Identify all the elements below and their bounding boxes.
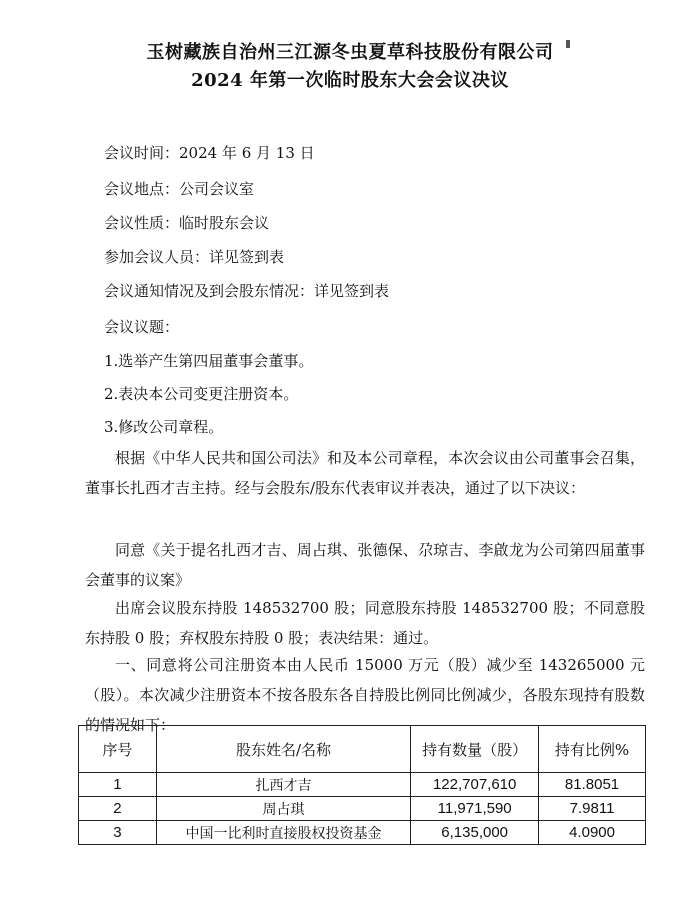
- column-header-ratio: 持有比例%: [539, 726, 646, 773]
- shareholder-name: 中国一比利时直接股权投资基金: [156, 821, 410, 845]
- row-index: 2: [79, 797, 157, 821]
- shareholder-name: 周占琪: [156, 797, 410, 821]
- director-nomination: 同意《关于提名扎西才吉、周占琪、张德保、尕琼吉、李啟龙为公司第四届董事会董事的议案》: [85, 541, 645, 589]
- meeting-attendees: 参加会议人员：详见签到表: [104, 248, 285, 266]
- agenda-item-2: 2.表决本公司变更注册资本。: [104, 385, 299, 403]
- agenda-item-3: 3.修改公司章程。: [104, 418, 224, 436]
- capital-reduction: 一、同意将公司注册资本由人民币 15000 万元（股）减少至 143265000 元（股）。本次减少注册资本不按各股东各自持股比例同比例减少，各股东现持有股数的情况如下：: [85, 656, 645, 734]
- table-row: [79, 821, 646, 845]
- column-header-shares: 持有数量（股）: [411, 726, 539, 773]
- meeting-agenda-label: 会议议题：: [104, 318, 180, 336]
- table-row: [79, 797, 646, 821]
- meeting-type: 会议性质：临时股东会议: [104, 214, 270, 232]
- holding-ratio: 4.0900: [539, 821, 646, 845]
- column-header-index: 序号: [79, 726, 157, 773]
- shares-held: 122,707,610: [411, 773, 539, 797]
- document-title-line2: 2024 年第一次临时股东大会会议决议: [191, 70, 509, 91]
- row-index: 1: [79, 773, 157, 797]
- meeting-notice: 会议通知情况及到会股东情况：详见签到表: [104, 282, 390, 300]
- meeting-location: 会议地点：公司会议室: [104, 180, 255, 198]
- holding-ratio: 81.8051: [539, 773, 646, 797]
- scan-mark: [566, 40, 570, 48]
- table-row: [79, 773, 646, 797]
- shareholder-name: 扎西才吉: [156, 773, 410, 797]
- holding-ratio: 7.9811: [539, 797, 646, 821]
- shareholder-table: [78, 725, 646, 845]
- table-header-row: [79, 726, 646, 773]
- document-title-line1: 玉树藏族自治州三江源冬虫夏草科技股份有限公司: [146, 42, 554, 63]
- row-index: 3: [79, 821, 157, 845]
- meeting-time: 会议时间：2024 年 6 月 13 日: [104, 144, 315, 162]
- voting-result: 出席会议股东持股 148532700 股；同意股东持股 148532700 股；不同意股东持股 0 股；弃权股东持股 0 股；表决结果：通过。: [85, 599, 645, 647]
- resolution-intro: 根据《中华人民共和国公司法》和及本公司章程，本次会议由公司董事会召集，董事长扎西才吉主持。经与会股东/股东代表审议并表决，通过了以下决议：: [85, 449, 645, 497]
- column-header-name: 股东姓名/名称: [156, 726, 410, 773]
- shares-held: 11,971,590: [411, 797, 539, 821]
- agenda-item-1: 1.选举产生第四届董事会董事。: [104, 352, 314, 370]
- shares-held: 6,135,000: [411, 821, 539, 845]
